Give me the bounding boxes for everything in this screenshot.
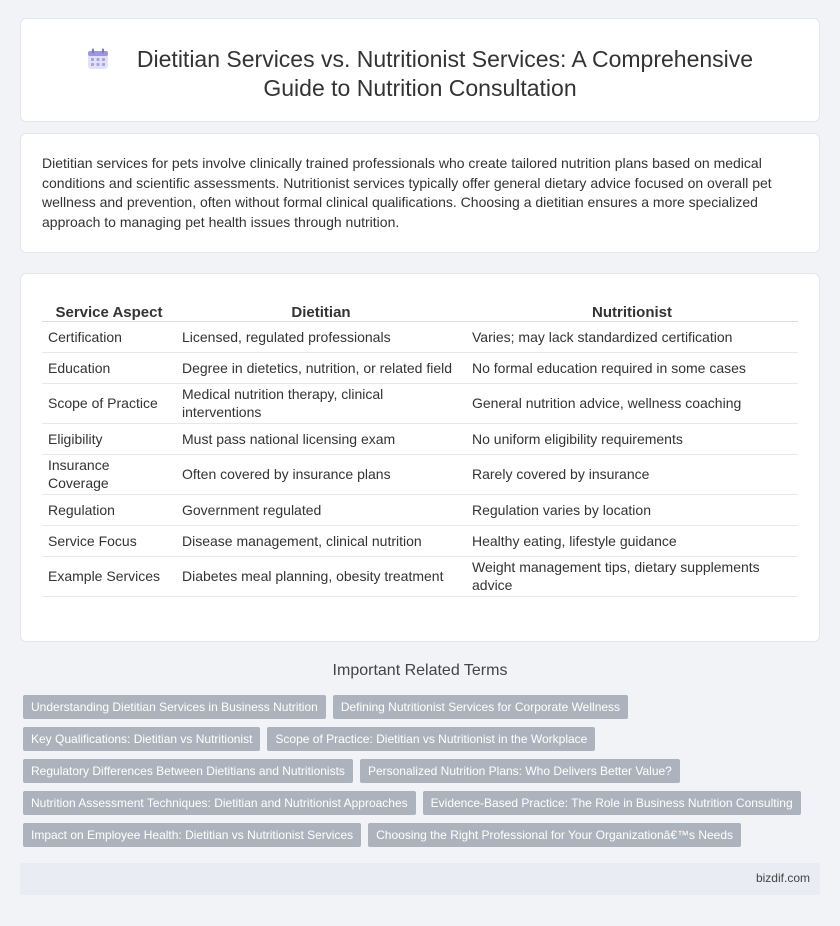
- table-row: [42, 423, 798, 454]
- cell-dietitian: Disease management, clinical nutrition: [176, 525, 466, 556]
- header-card: [20, 18, 820, 122]
- table-row: [42, 525, 798, 556]
- cell-dietitian: Medical nutrition therapy, clinical interventions: [176, 383, 466, 423]
- cell-nutritionist: Healthy eating, lifestyle guidance: [466, 525, 798, 556]
- cell-nutritionist: Varies; may lack standardized certification: [466, 321, 798, 352]
- header-service-aspect: Service Aspect: [42, 294, 176, 321]
- related-term-tag[interactable]: Nutrition Assessment Techniques: Dietitian and Nutritionist Approaches: [23, 791, 416, 815]
- table-row: [42, 321, 798, 352]
- calendar-icon: [87, 48, 109, 70]
- page-title: [21, 45, 819, 103]
- related-term-tag[interactable]: Regulatory Differences Between Dietitians and Nutritionists: [23, 759, 353, 783]
- footer: [20, 863, 820, 895]
- cell-aspect: Regulation: [42, 494, 176, 525]
- comparison-table-card: [20, 273, 820, 642]
- cell-aspect: Certification: [42, 321, 176, 352]
- cell-aspect: Insurance Coverage: [42, 454, 176, 494]
- related-term-tag[interactable]: Evidence-Based Practice: The Role in Business Nutrition Consulting: [423, 791, 801, 815]
- cell-dietitian: Often covered by insurance plans: [176, 454, 466, 494]
- comparison-table: [42, 294, 798, 597]
- footer-site-link[interactable]: bizdif.com: [755, 871, 810, 885]
- cell-aspect: Service Focus: [42, 525, 176, 556]
- table-row: [42, 494, 798, 525]
- related-term-tag[interactable]: Personalized Nutrition Plans: Who Delivers Better Value?: [360, 759, 680, 783]
- related-terms-heading: Important Related Terms: [332, 662, 508, 679]
- cell-dietitian: Degree in dietetics, nutrition, or related field: [176, 352, 466, 383]
- cell-nutritionist: No uniform eligibility requirements: [466, 423, 798, 454]
- title-line-2: Guide to Nutrition Consultation: [263, 75, 577, 101]
- table-header-row: [42, 294, 798, 321]
- cell-nutritionist: Weight management tips, dietary supplements advice: [466, 556, 798, 596]
- table-row: [42, 352, 798, 383]
- related-term-tag[interactable]: Scope of Practice: Dietitian vs Nutritionist in the Workplace: [267, 727, 595, 751]
- intro-card: [20, 133, 820, 253]
- cell-dietitian: Must pass national licensing exam: [176, 423, 466, 454]
- related-term-tag[interactable]: Understanding Dietitian Services in Business Nutrition: [23, 695, 326, 719]
- cell-aspect: Eligibility: [42, 423, 176, 454]
- table-row: [42, 383, 798, 423]
- related-term-tag[interactable]: Defining Nutritionist Services for Corporate Wellness: [333, 695, 628, 719]
- header-dietitian: Dietitian: [176, 294, 466, 321]
- related-terms-list: [23, 695, 813, 855]
- intro-paragraph: Dietitian services for pets involve clinically trained professionals who create tailored nutrition plans based on medical conditions and scientific assessments. Nutritionist services typically offer general dietary advice focused on overall pet wellness and prevention, often without formal clinical qualifications. Choosing a dietitian ensures a more specialized approach to managing pet health issues through nutrition.: [42, 155, 772, 230]
- cell-aspect: Example Services: [42, 556, 176, 596]
- cell-dietitian: Government regulated: [176, 494, 466, 525]
- cell-nutritionist: No formal education required in some cases: [466, 352, 798, 383]
- header-nutritionist: Nutritionist: [466, 294, 798, 321]
- cell-nutritionist: General nutrition advice, wellness coaching: [466, 383, 798, 423]
- cell-dietitian: Licensed, regulated professionals: [176, 321, 466, 352]
- table-row: [42, 454, 798, 494]
- related-term-tag[interactable]: Key Qualifications: Dietitian vs Nutritionist: [23, 727, 260, 751]
- cell-aspect: Scope of Practice: [42, 383, 176, 423]
- related-term-tag[interactable]: Choosing the Right Professional for Your Organizationâ€™s Needs: [368, 823, 741, 847]
- cell-dietitian: Diabetes meal planning, obesity treatment: [176, 556, 466, 596]
- cell-nutritionist: Regulation varies by location: [466, 494, 798, 525]
- cell-aspect: Education: [42, 352, 176, 383]
- related-term-tag[interactable]: Impact on Employee Health: Dietitian vs Nutritionist Services: [23, 823, 361, 847]
- title-line-1: Dietitian Services vs. Nutritionist Services: A Comprehensive: [136, 46, 754, 72]
- table-row: [42, 556, 798, 596]
- cell-nutritionist: Rarely covered by insurance: [466, 454, 798, 494]
